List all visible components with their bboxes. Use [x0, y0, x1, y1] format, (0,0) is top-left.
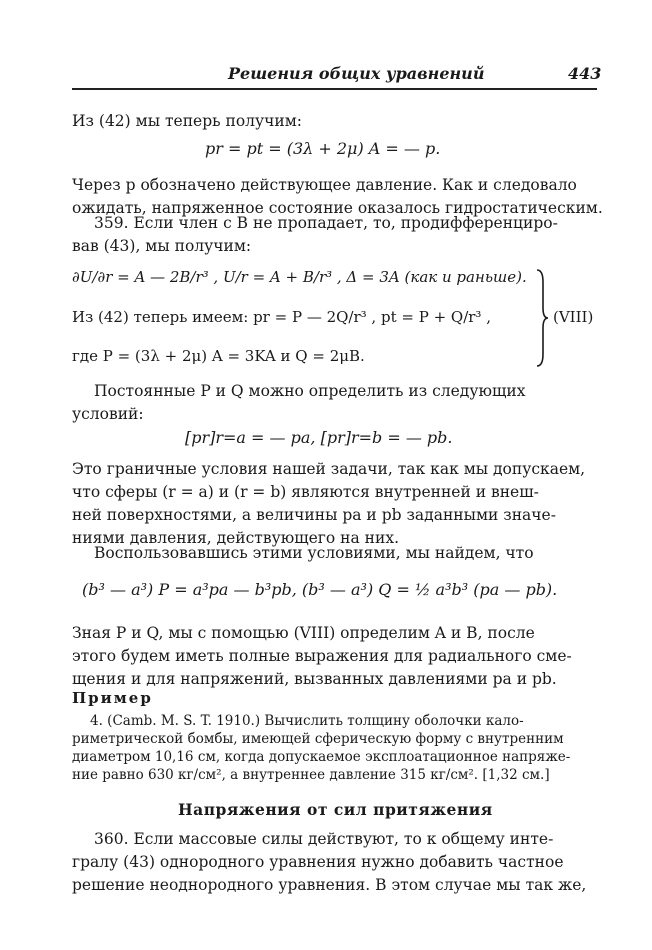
paragraph-360 [72, 828, 597, 897]
paragraph-6 [72, 542, 597, 565]
example-heading: Пример [72, 689, 153, 707]
paragraph-359 [72, 212, 597, 258]
text-line: Это граничные условия нашей задачи, так как мы допускаем, [72, 460, 586, 478]
text-line: Воспользовавшись этими условиями, мы найдем, что [94, 544, 534, 562]
equation-1: pr = pt = (3λ + 2μ) A = — p. [205, 139, 441, 158]
example-line: риметрической бомбы, имеющей сферическую форму с внутренним [72, 731, 564, 747]
paragraph-4 [72, 380, 597, 426]
system-line-2: Из (42) теперь имеем: pr = P — 2Q/r³ , pt = P + Q/r³ , [72, 308, 491, 326]
text-line: Зная P и Q, мы с помощью (VIII) определим A и B, после [72, 624, 535, 642]
text-line: Из (42) мы теперь получим: [72, 112, 302, 130]
section-title: Напряжения от сил притяжения [178, 800, 493, 819]
paragraph-5 [72, 458, 597, 550]
text-line: что сферы (r = a) и (r = b) являются внутренней и внеш- [72, 483, 539, 501]
text-line: ней поверхностями, а величины pa и pb заданными значе- [72, 506, 556, 524]
text-line: этого будем иметь полные выражения для радиального сме- [72, 647, 572, 665]
system-line-3: где P = (3λ + 2μ) A = 3KA и Q = 2μB. [72, 347, 365, 365]
text-line: решение неоднородного уравнения. В этом случае мы так же, [72, 876, 587, 894]
text-line: условий: [72, 405, 144, 423]
right-brace [535, 268, 549, 368]
example-line: диаметром 10,16 см, когда допускаемое эксплоатационное напряже- [72, 749, 571, 765]
system-line-1: ∂U/∂r = A — 2B/r³ , U/r = A + B/r³ , Δ = 3A (как и раньше). [72, 268, 527, 286]
text-line: Постоянные P и Q можно определить из следующих [94, 382, 526, 400]
text-line: гралу (43) однородного уравнения нужно добавить частное [72, 853, 564, 871]
page-number: 443 [568, 64, 602, 83]
text-line: 360. Если массовые силы действуют, то к общему инте- [94, 830, 554, 848]
paragraph-1 [72, 110, 597, 133]
example-line: ние равно 630 кг/см², а внутреннее давление 315 кг/см². [1,32 см.] [72, 767, 550, 783]
text-line: щения и для напряжений, вызванных давлениями pa и pb. [72, 670, 557, 688]
equation-3: (b³ — a³) P = a³pa — b³pb, (b³ — a³) Q = ½ a³b³ (pa — pb). [82, 580, 558, 599]
text-line: ниями давления, действующего на них. [72, 529, 400, 547]
paragraph-7 [72, 622, 597, 691]
equation-2: [pr]r=a = — pa, [pr]r=b = — pb. [185, 428, 453, 447]
text-line: Через p обозначено действующее давление. Как и следовало [72, 176, 577, 194]
system-label: (VIII) [553, 308, 594, 326]
example-line: 4. (Camb. M. S. T. 1910.) Вычислить толщину оболочки кало- [90, 713, 524, 729]
text-line: вав (43), мы получим: [72, 237, 252, 255]
text-line: 359. Если член с B не пропадает, то, продифференциро- [94, 214, 558, 232]
running-header-title: Решения общих уравнений [228, 64, 485, 83]
text-line: ожидать, напряженное состояние оказалось гидростатическим. [72, 199, 603, 217]
header-rule [72, 88, 597, 90]
